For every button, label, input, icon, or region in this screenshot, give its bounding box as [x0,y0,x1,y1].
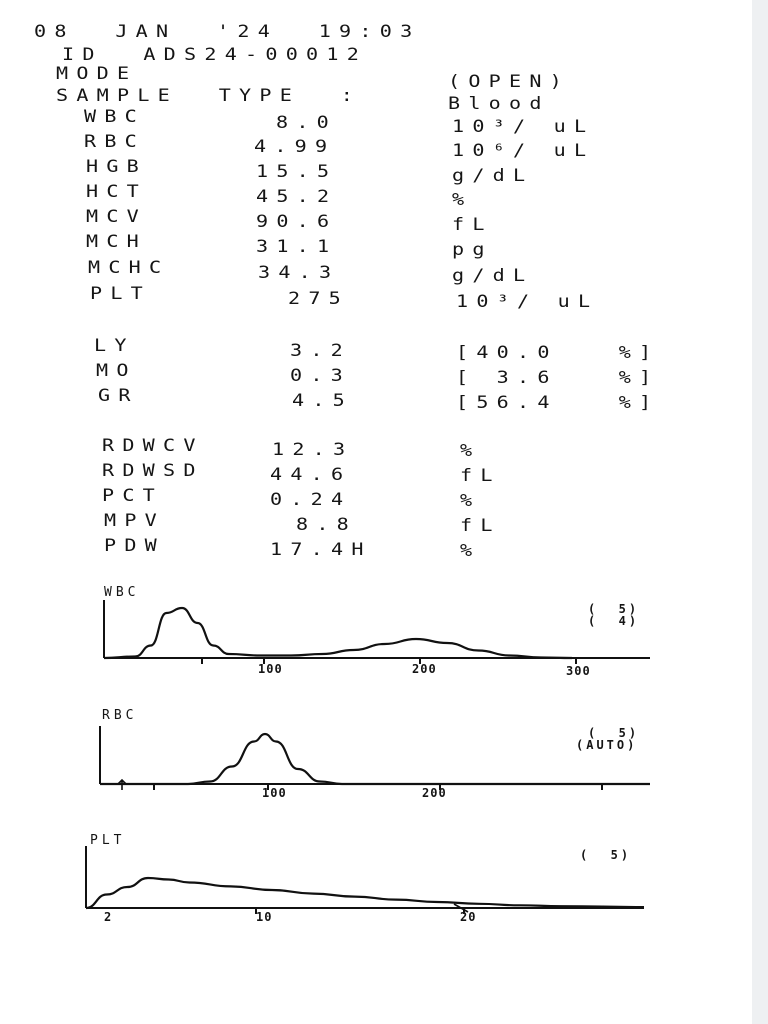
index-unit: % [460,441,481,461]
sample-type-label: SAMPLE TYPE : [56,86,362,106]
index-unit: % [460,491,481,511]
result-value: 90.6 [256,212,338,232]
print-datetime: 08 JAN '24 19:03 [34,22,421,42]
index-unit: % [460,541,481,561]
wbc-histogram [100,600,656,664]
rbc-tick: 100 [262,786,287,800]
result-unit: fL [452,215,493,235]
index-unit: fL [460,516,501,536]
result-name: WBC [84,107,146,127]
wbc-tick: 300 [566,664,591,678]
index-value: 8.8 [296,515,358,535]
result-name: HCT [86,182,148,202]
plt-histogram-title: PLT [90,833,126,848]
index-unit: fL [460,466,501,486]
wbc-tick: 200 [412,662,437,676]
diff-value: 4.5 [292,391,354,411]
page-edge-shadow [752,0,768,1024]
result-unit: 10⁶/ uL [452,141,595,161]
result-value: 45.2 [256,187,338,207]
plt-tick: 20 [460,910,477,924]
index-value: 12.3 [272,440,354,460]
result-unit: g/dL [452,166,534,186]
wbc-flag: ( 5) [588,602,640,616]
diff-name: GR [98,386,139,406]
index-name: PDW [104,536,166,556]
wbc-flag: ( 4) [588,614,640,628]
rbc-flag: (AUTO) [576,738,638,752]
result-name: PLT [90,284,152,304]
result-value: 4.99 [254,137,336,157]
sample-id: ID ADS24-00012 [62,45,368,65]
result-name: MCH [86,232,148,252]
wbc-tick: 100 [258,662,283,676]
diff-value: 3.2 [290,341,352,361]
diff-percent: [40.0 %] [456,343,660,363]
result-unit: pg [452,240,493,260]
sample-type-value: Blood [448,94,550,114]
wbc-histogram-title: WBC [104,585,140,600]
result-unit: % [452,190,473,210]
index-value: 17.4H [270,540,372,560]
result-unit: 10³/ uL [456,292,599,312]
plt-curve [86,878,644,908]
plt-histogram [82,846,648,914]
result-name: MCV [86,207,148,227]
index-value: 44.6 [270,465,352,485]
diff-percent: [ 3.6 %] [456,368,660,388]
diff-value: 0.3 [290,366,352,386]
rbc-tick: 200 [422,786,447,800]
index-name: RDWSD [102,461,204,481]
rbc-histogram-title: RBC [102,708,138,723]
diff-name: LY [94,336,135,356]
plt-tick: 2 [104,910,113,924]
mode-value: (OPEN) [448,72,571,92]
plt-flag: ( 5) [580,848,632,862]
result-value: 275 [288,289,350,309]
rbc-flag: ( 5) [588,726,640,740]
index-name: RDWCV [102,436,204,456]
wbc-curve [104,608,572,658]
result-value: 31.1 [256,237,338,257]
result-value: 15.5 [256,162,338,182]
result-name: RBC [84,132,146,152]
plt-tick: 10 [256,910,273,924]
diff-name: MO [96,361,137,381]
index-name: MPV [104,511,166,531]
result-unit: g/dL [452,266,534,286]
result-name: HGB [86,157,148,177]
mode-label: MODE [56,64,138,84]
result-value: 8.0 [276,113,338,133]
rbc-curve [100,734,650,784]
diff-percent: [56.4 %] [456,393,660,413]
rbc-histogram [96,726,656,790]
result-value: 34.3 [258,263,340,283]
result-name: MCHC [88,258,170,278]
result-unit: 10³/ uL [452,117,595,137]
index-name: PCT [102,486,164,506]
index-value: 0.24 [270,490,352,510]
